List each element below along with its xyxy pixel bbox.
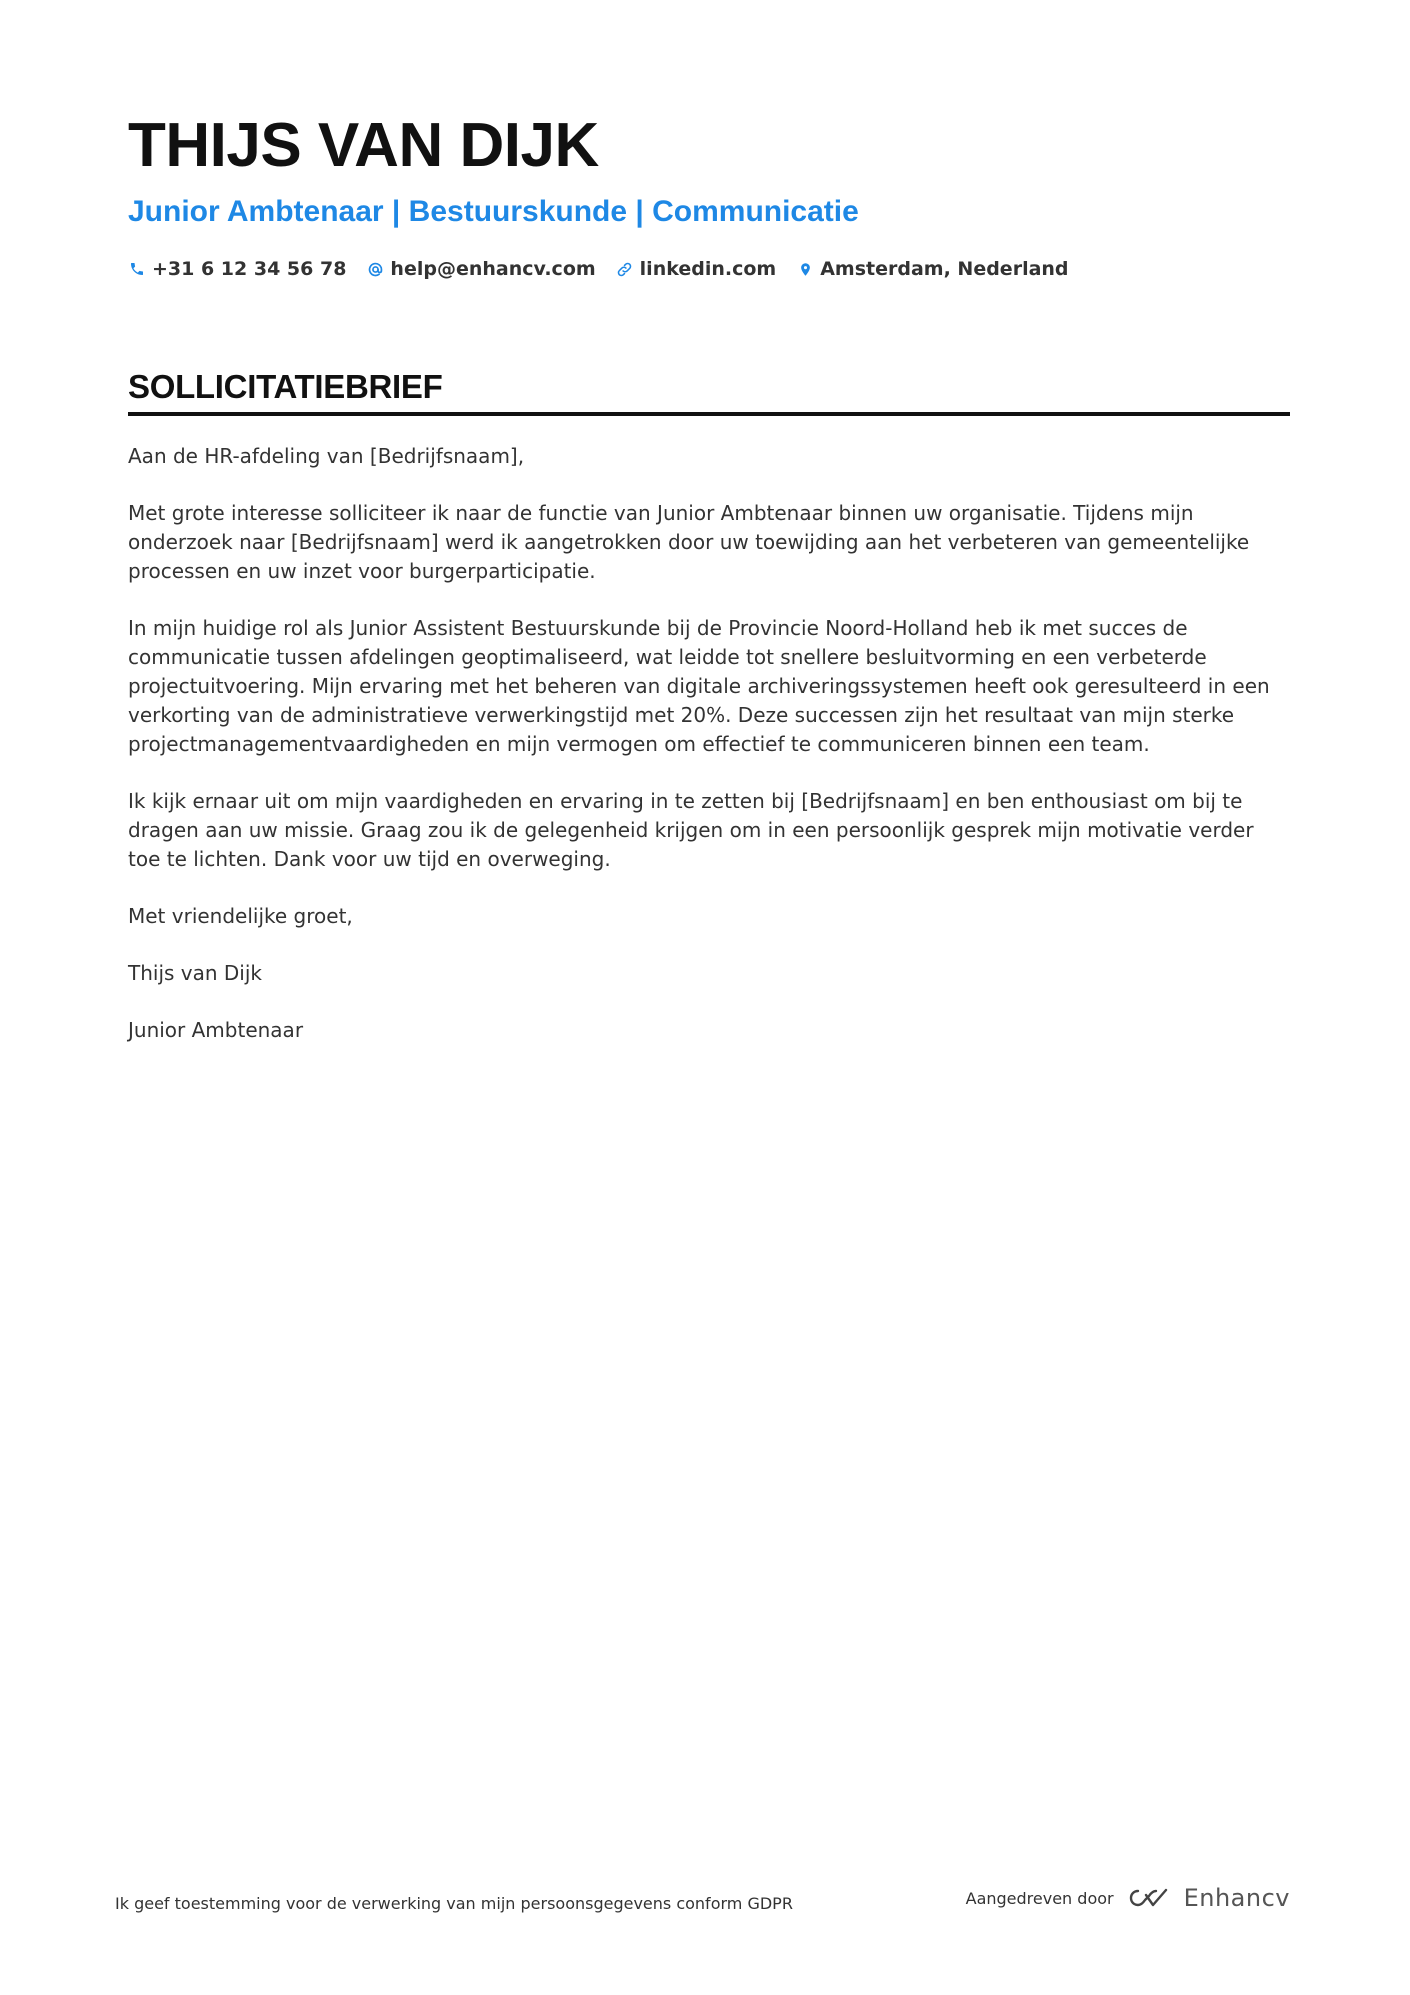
- powered-by[interactable]: [966, 1884, 1290, 1912]
- contact-location-text: Amsterdam, Nederland: [820, 258, 1069, 280]
- location-pin-icon: [796, 260, 814, 278]
- contact-bar: [128, 258, 1290, 280]
- letter-salutation: Aan de HR-afdeling van [Bedrijfsnaam],: [128, 444, 525, 468]
- enhancv-logo-icon: [1126, 1886, 1172, 1910]
- letter-signature-title: Junior Ambtenaar: [128, 1018, 304, 1042]
- phone-icon: [128, 260, 146, 278]
- letter-paragraph-1: Met grote interesse solliciteer ik naar de functie van Junior Ambtenaar binnen uw organisatie. Tijdens mijn onderzoek naar [Bedrijfsnaam] werd ik aangetrokken door uw toewijding aan het verbeteren van gemeentelijke processen en uw inzet voor burgerparticipatie.: [128, 501, 1250, 583]
- letter-signature-name: Thijs van Dijk: [128, 961, 263, 985]
- contact-phone-text: +31 6 12 34 56 78: [152, 258, 347, 280]
- contact-email-text[interactable]: help@enhancv.com: [390, 258, 596, 280]
- letter-paragraph-3: Ik kijk ernaar uit om mijn vaardigheden en ervaring in te zetten bij [Bedrijfsnaam] en ben enthousiast om bij te dragen aan uw missie. Graag zou ik de gelegenheid krijgen om in een persoonlijk gesprek mijn motivatie verder toe te lichten. Dank voor uw tijd en overweging.: [128, 789, 1254, 871]
- at-icon: [366, 260, 384, 278]
- letter-section: [128, 366, 1290, 1073]
- link-icon: [616, 260, 634, 278]
- contact-location: [796, 258, 1068, 280]
- candidate-headline: Junior Ambtenaar | Bestuurskunde | Communicatie: [128, 195, 859, 228]
- candidate-name: THIJS VAN DIJK: [128, 111, 599, 180]
- section-title: SOLLICITATIEBRIEF: [128, 368, 443, 405]
- contact-email[interactable]: [366, 258, 595, 280]
- section-divider: [128, 412, 1290, 416]
- header: [128, 108, 1290, 280]
- contact-linkedin-text[interactable]: linkedin.com: [639, 258, 777, 280]
- letter-body: [128, 442, 1290, 1045]
- gdpr-consent: Ik geef toestemming voor de verwerking van mijn persoonsgegevens conform GDPR: [115, 1894, 793, 1913]
- brand-name: Enhancv: [1183, 1884, 1290, 1912]
- contact-phone: [128, 258, 346, 280]
- letter-paragraph-2: In mijn huidige rol als Junior Assistent Bestuurskunde bij de Provincie Noord-Holland heb ik met succes de communicatie tussen afdelingen geoptimaliseerd, wat leidde tot snellere besluitvorming en een verbeterde projectuitvoering. Mijn ervaring met het beheren van digitale archiveringssystemen heeft ook geresulteerd in een verkorting van de administratieve verwerkingstijd met 20%. Deze successen zijn het resultaat van mijn sterke projectmanagementvaardigheden en mijn vermogen om effectief te communiceren binnen een team.: [128, 616, 1270, 756]
- letter-closing: Met vriendelijke groet,: [128, 904, 353, 928]
- powered-by-label: Aangedreven door: [965, 1888, 1114, 1908]
- contact-linkedin[interactable]: [616, 258, 777, 280]
